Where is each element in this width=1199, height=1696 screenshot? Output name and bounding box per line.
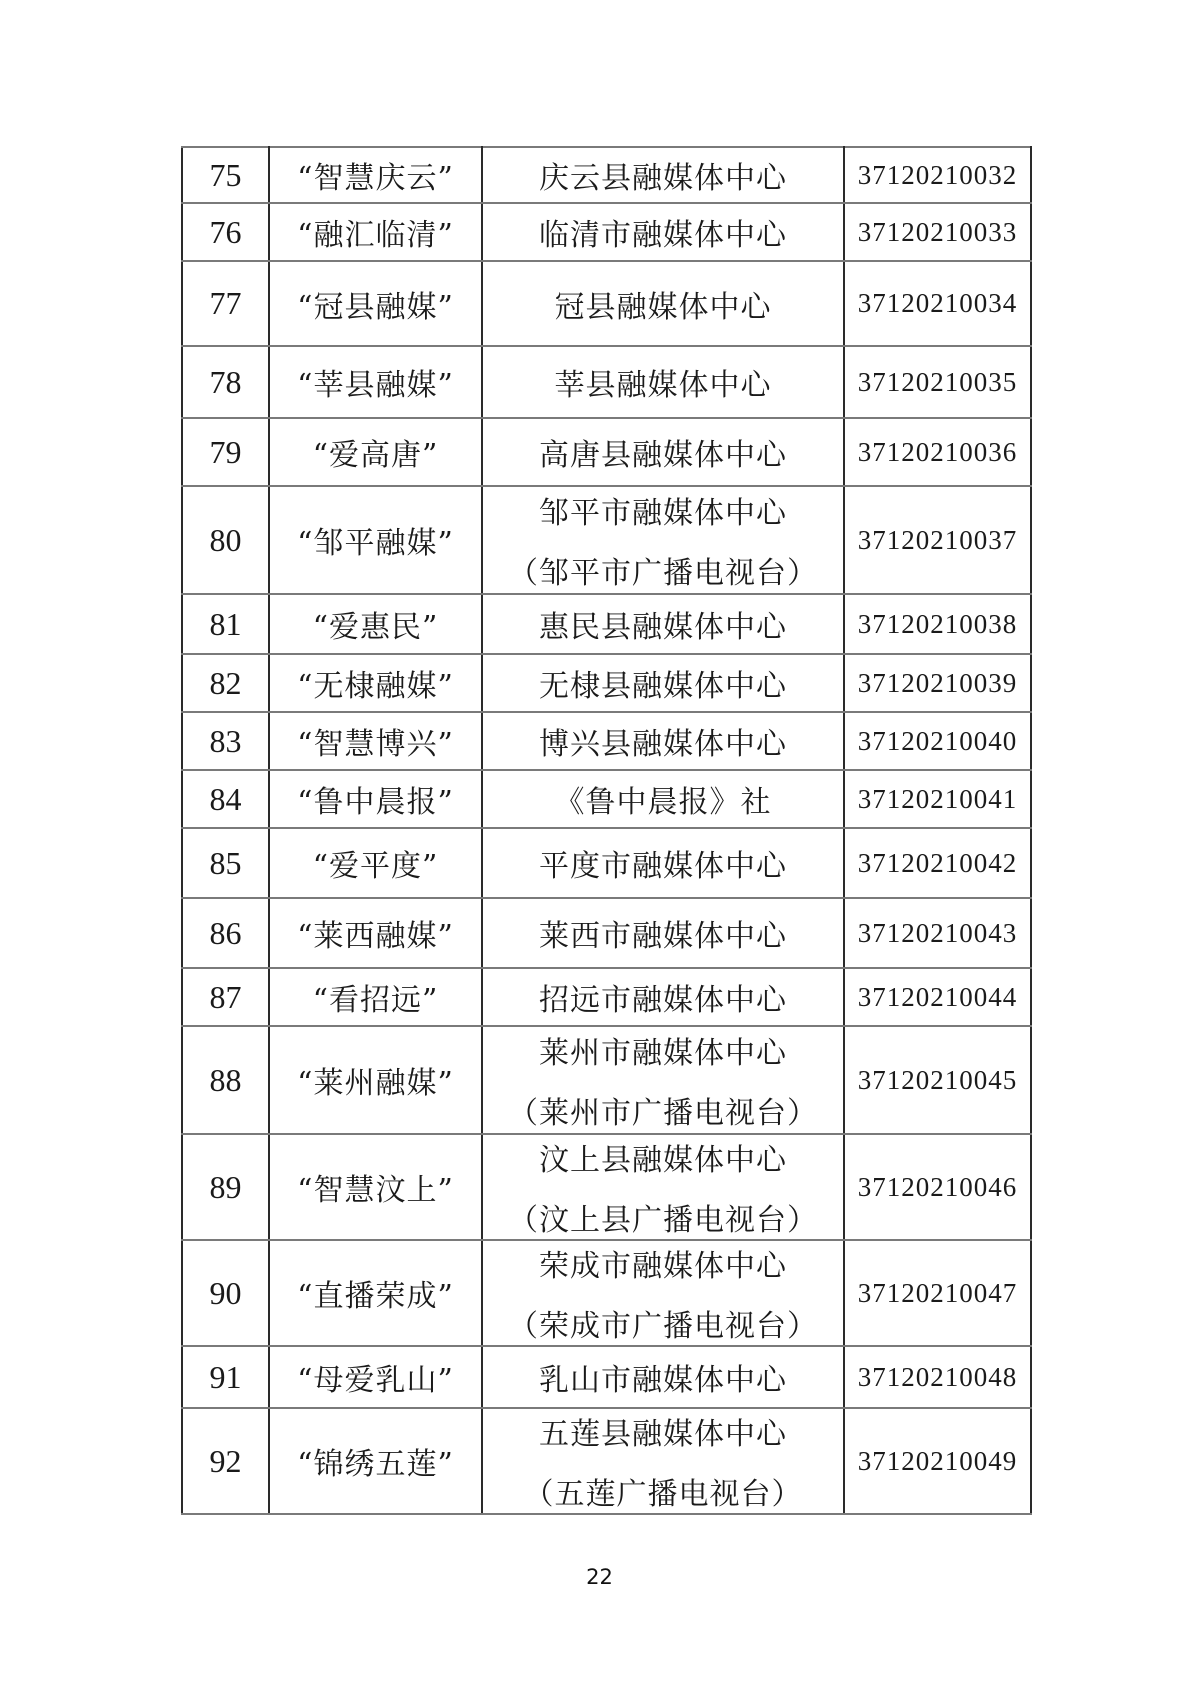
- media-name-cell: “爱平度”: [269, 828, 482, 898]
- organization-cell: [482, 147, 844, 203]
- row-index-cell: 92: [182, 1408, 269, 1514]
- organization-line: 博兴县融媒体中心: [539, 727, 787, 762]
- organization-line: 乳山市融媒体中心: [539, 1363, 787, 1398]
- license-number-cell: 37120210049: [844, 1408, 1031, 1514]
- license-number-cell: 37120210044: [844, 968, 1031, 1026]
- row-index-cell: 84: [182, 770, 269, 828]
- row-index-cell: 85: [182, 828, 269, 898]
- row-index-cell: 76: [182, 203, 269, 261]
- license-number-cell: 37120210035: [844, 346, 1031, 418]
- table-row: [182, 1026, 1031, 1134]
- media-name-cell: “锦绣五莲”: [269, 1408, 482, 1514]
- table-row: [182, 346, 1031, 418]
- organization-line: 莱西市融媒体中心: [539, 919, 787, 954]
- license-number-cell: 37120210039: [844, 654, 1031, 712]
- media-name-cell: “邹平融媒”: [269, 486, 482, 594]
- table-row: [182, 203, 1031, 261]
- media-name-cell: “智慧博兴”: [269, 712, 482, 770]
- organization-line: 惠民县融媒体中心: [539, 610, 787, 645]
- media-name-cell: “爱惠民”: [269, 594, 482, 654]
- organization-cell: [482, 1240, 844, 1346]
- row-index-cell: 83: [182, 712, 269, 770]
- organization-line: 《鲁中晨报》社: [554, 785, 772, 820]
- license-number-cell: 37120210037: [844, 486, 1031, 594]
- row-index-cell: 88: [182, 1026, 269, 1134]
- organization-cell: [482, 1346, 844, 1408]
- license-number-cell: 37120210045: [844, 1026, 1031, 1134]
- row-index-cell: 86: [182, 898, 269, 968]
- row-index-cell: 87: [182, 968, 269, 1026]
- row-index-cell: 80: [182, 486, 269, 594]
- media-name-cell: “母爱乳山”: [269, 1346, 482, 1408]
- table-row: [182, 418, 1031, 486]
- table-row: [182, 261, 1031, 346]
- media-name-cell: “莱州融媒”: [269, 1026, 482, 1134]
- license-number-cell: 37120210038: [844, 594, 1031, 654]
- organization-cell: [482, 486, 844, 594]
- media-name-cell: “莱西融媒”: [269, 898, 482, 968]
- table-row: [182, 968, 1031, 1026]
- organization-line: 招远市融媒体中心: [539, 983, 787, 1018]
- media-name-cell: “智慧庆云”: [269, 147, 482, 203]
- organization-line: 无棣县融媒体中心: [539, 669, 787, 704]
- organization-cell: [482, 418, 844, 486]
- row-index-cell: 82: [182, 654, 269, 712]
- table-row: [182, 486, 1031, 594]
- organization-line: 高唐县融媒体中心: [539, 438, 787, 473]
- table-row: [182, 770, 1031, 828]
- table-row: [182, 1134, 1031, 1240]
- media-license-table: [181, 146, 1032, 1515]
- organization-line: 五莲县融媒体中心: [539, 1417, 787, 1452]
- media-name-cell: “智慧汶上”: [269, 1134, 482, 1240]
- media-name-cell: “冠县融媒”: [269, 261, 482, 346]
- row-index-cell: 78: [182, 346, 269, 418]
- table-row: [182, 1346, 1031, 1408]
- media-name-cell: “直播荣成”: [269, 1240, 482, 1346]
- media-name-cell: “看招远”: [269, 968, 482, 1026]
- organization-line: 庆云县融媒体中心: [539, 161, 787, 196]
- row-index-cell: 91: [182, 1346, 269, 1408]
- organization-cell: [482, 594, 844, 654]
- row-index-cell: 90: [182, 1240, 269, 1346]
- row-index-cell: 75: [182, 147, 269, 203]
- media-name-cell: “无棣融媒”: [269, 654, 482, 712]
- organization-line: （荣成市广播电视台）: [508, 1309, 818, 1344]
- organization-line: 荣成市融媒体中心: [539, 1249, 787, 1284]
- license-number-cell: 37120210046: [844, 1134, 1031, 1240]
- table-row: [182, 594, 1031, 654]
- organization-cell: [482, 712, 844, 770]
- organization-line: （五莲广播电视台）: [523, 1477, 803, 1512]
- page-number: 22: [586, 1565, 613, 1589]
- license-number-cell: 37120210047: [844, 1240, 1031, 1346]
- table-row: [182, 1408, 1031, 1514]
- table-row: [182, 828, 1031, 898]
- organization-cell: [482, 203, 844, 261]
- license-number-cell: 37120210032: [844, 147, 1031, 203]
- organization-cell: [482, 346, 844, 418]
- organization-line: （汶上县广播电视台）: [508, 1203, 818, 1238]
- row-index-cell: 89: [182, 1134, 269, 1240]
- organization-line: 临清市融媒体中心: [539, 218, 787, 253]
- organization-line: 平度市融媒体中心: [539, 849, 787, 884]
- license-number-cell: 37120210033: [844, 203, 1031, 261]
- media-name-cell: “爱高唐”: [269, 418, 482, 486]
- organization-cell: [482, 1408, 844, 1514]
- media-name-cell: “鲁中晨报”: [269, 770, 482, 828]
- organization-cell: [482, 1134, 844, 1240]
- table-row: [182, 898, 1031, 968]
- organization-line: 汶上县融媒体中心: [539, 1143, 787, 1178]
- table-row: [182, 1240, 1031, 1346]
- row-index-cell: 79: [182, 418, 269, 486]
- row-index-cell: 81: [182, 594, 269, 654]
- organization-line: （莱州市广播电视台）: [508, 1096, 818, 1131]
- organization-line: 莘县融媒体中心: [554, 368, 772, 403]
- organization-cell: [482, 828, 844, 898]
- organization-cell: [482, 1026, 844, 1134]
- license-number-cell: 37120210048: [844, 1346, 1031, 1408]
- media-name-cell: “莘县融媒”: [269, 346, 482, 418]
- row-index-cell: 77: [182, 261, 269, 346]
- organization-line: 冠县融媒体中心: [554, 289, 772, 325]
- organization-line: 莱州市融媒体中心: [539, 1036, 787, 1071]
- license-number-cell: 37120210041: [844, 770, 1031, 828]
- organization-cell: [482, 770, 844, 828]
- license-number-cell: 37120210036: [844, 418, 1031, 486]
- organization-line: （邹平市广播电视台）: [508, 556, 818, 591]
- organization-cell: [482, 261, 844, 346]
- license-number-cell: 37120210042: [844, 828, 1031, 898]
- license-number-cell: 37120210040: [844, 712, 1031, 770]
- organization-cell: [482, 654, 844, 712]
- table-row: [182, 654, 1031, 712]
- organization-cell: [482, 968, 844, 1026]
- license-number-cell: 37120210043: [844, 898, 1031, 968]
- license-number-cell: 37120210034: [844, 261, 1031, 346]
- table-row: [182, 712, 1031, 770]
- media-name-cell: “融汇临清”: [269, 203, 482, 261]
- organization-line: 邹平市融媒体中心: [539, 496, 787, 531]
- table-row: [182, 147, 1031, 203]
- organization-cell: [482, 898, 844, 968]
